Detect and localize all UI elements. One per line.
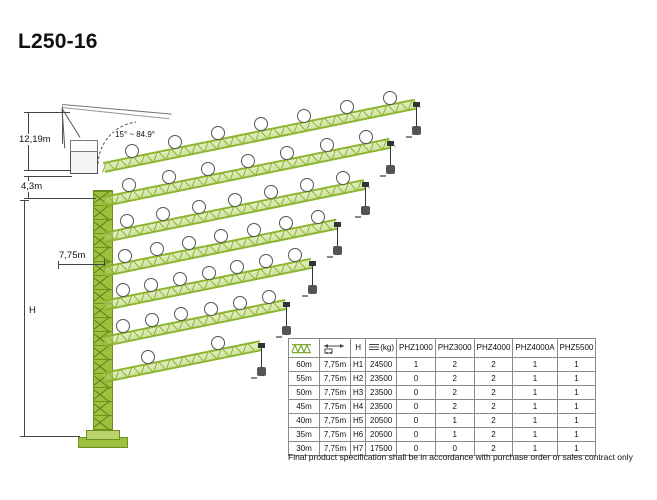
table-cell: 23500 <box>366 400 397 414</box>
table-cell: 1 <box>557 372 596 386</box>
radius-icon <box>320 339 351 358</box>
table-cell: 2 <box>435 400 474 414</box>
jib-section-marker <box>202 266 216 280</box>
table-cell: H5 <box>351 414 366 428</box>
jib-section-marker <box>320 138 334 152</box>
weight-header <box>366 339 397 358</box>
jib-section-marker <box>192 200 206 214</box>
table-cell: 23500 <box>366 386 397 400</box>
table-cell: 17500 <box>366 442 397 456</box>
load-label <box>251 377 257 379</box>
jib-config-icon <box>289 339 320 358</box>
hook-block <box>361 206 370 215</box>
table-cell: 1 <box>513 442 557 456</box>
jib-section-marker <box>262 290 276 304</box>
dim-leader-12-top <box>28 112 70 113</box>
load-label <box>355 216 361 218</box>
hook-block <box>308 285 317 294</box>
table-cell: 1 <box>557 442 596 456</box>
mast-lattice <box>94 191 112 441</box>
table-cell: 0 <box>397 414 436 428</box>
capacity-table <box>288 338 596 456</box>
jib-section-marker <box>241 154 255 168</box>
table-cell: 1 <box>435 428 474 442</box>
dim-leader-43-top <box>28 176 72 177</box>
slewing-unit <box>70 140 98 152</box>
jib-section-marker <box>359 130 373 144</box>
table-cell: 1 <box>513 372 557 386</box>
table-cell: H2 <box>351 372 366 386</box>
jib-section-marker <box>300 178 314 192</box>
table-cell: 1 <box>557 414 596 428</box>
table-cell: 2 <box>435 372 474 386</box>
load-label <box>302 295 308 297</box>
jib-section-marker <box>204 302 218 316</box>
table-cell: 24500 <box>366 358 397 372</box>
jib-section-marker <box>228 193 242 207</box>
table-row <box>289 414 596 428</box>
table-cell: 7,75m <box>320 414 351 428</box>
jib-section-marker <box>144 278 158 292</box>
table-cell: 0 <box>397 386 436 400</box>
weight-header-label: (kg) <box>380 343 395 352</box>
tower-base-block <box>86 430 120 440</box>
operator-cab <box>70 150 98 174</box>
load-label <box>380 175 386 177</box>
hoist-rope <box>312 263 313 285</box>
table-cell: 55m <box>289 372 320 386</box>
table-cell: 2 <box>474 372 513 386</box>
table-row <box>289 358 596 372</box>
table-cell: 7,75m <box>320 386 351 400</box>
table-cell: 1 <box>557 358 596 372</box>
table-cell: 0 <box>397 372 436 386</box>
table-cell: 0 <box>435 442 474 456</box>
table-cell: 0 <box>397 428 436 442</box>
table-cell: 7,75m <box>320 400 351 414</box>
dim-label-43: 4,3m <box>21 181 43 192</box>
hoist-rope <box>286 304 287 326</box>
table-cell: 2 <box>435 386 474 400</box>
table-cell: 1 <box>513 386 557 400</box>
dim-line-h <box>24 200 25 436</box>
footnote: Final product specification shall be in accordance with purchase order or sales contract only <box>288 452 633 462</box>
table-cell: 1 <box>557 428 596 442</box>
hook-block <box>257 367 266 376</box>
table-cell: 60m <box>289 358 320 372</box>
jib-section-marker <box>211 126 225 140</box>
table-cell: 1 <box>513 428 557 442</box>
jib-section-marker <box>168 135 182 149</box>
hoist-rope <box>337 224 338 246</box>
hook-block <box>412 126 421 135</box>
table-cell: H7 <box>351 442 366 456</box>
dim-label-h: H <box>29 305 36 316</box>
dim-label-12: 12,19m <box>19 134 51 145</box>
jib-section-marker <box>279 216 293 230</box>
table-cell: 2 <box>474 358 513 372</box>
hook-block <box>282 326 291 335</box>
table-cell: 1 <box>513 358 557 372</box>
table-cell: 2 <box>474 386 513 400</box>
angle-label: 15° ~ 84.9° <box>115 130 155 139</box>
phz4000a-header: PHZ4000A <box>513 339 557 358</box>
jib-section-marker <box>311 210 325 224</box>
table-cell: 1 <box>557 400 596 414</box>
load-label <box>327 256 333 258</box>
jib-section-marker <box>336 171 350 185</box>
hoist-rope <box>416 104 417 126</box>
jib-section-marker <box>254 117 268 131</box>
table-cell: 50m <box>289 386 320 400</box>
hook-block <box>333 246 342 255</box>
jib-section-marker <box>383 91 397 105</box>
table-cell: H3 <box>351 386 366 400</box>
table-cell: 7,75m <box>320 442 351 456</box>
dim-line-775 <box>58 264 104 265</box>
table-cell: 2 <box>474 428 513 442</box>
phz1000-header: PHZ1000 <box>397 339 436 358</box>
jib-section-marker <box>340 100 354 114</box>
table-header-row <box>289 339 596 358</box>
phz3000-header: PHZ3000 <box>435 339 474 358</box>
table-cell: 20500 <box>366 428 397 442</box>
table-cell: 30m <box>289 442 320 456</box>
jib-section-marker <box>233 296 247 310</box>
height-header: H <box>351 339 366 358</box>
table-cell: H4 <box>351 400 366 414</box>
jib-section-marker <box>173 272 187 286</box>
dim-tick-h-top <box>20 200 29 201</box>
dim-leader-12-bot <box>28 170 70 171</box>
table-cell: 40m <box>289 414 320 428</box>
tower-mast <box>93 190 113 442</box>
table-cell: 1 <box>513 414 557 428</box>
table-cell: 1 <box>435 414 474 428</box>
jib-section-marker <box>162 170 176 184</box>
load-label <box>276 336 282 338</box>
table-cell: 20500 <box>366 414 397 428</box>
table-cell: 2 <box>474 414 513 428</box>
table-cell: 0 <box>397 400 436 414</box>
jib-section-marker <box>118 249 132 263</box>
jib-30m <box>103 340 262 383</box>
table-cell: 7,75m <box>320 428 351 442</box>
table-cell: 2 <box>474 442 513 456</box>
dim-leader-h-bot <box>24 436 80 437</box>
table-cell: H1 <box>351 358 366 372</box>
phz5500-header: PHZ5500 <box>557 339 596 358</box>
table-cell: 1 <box>557 386 596 400</box>
table-cell: H6 <box>351 428 366 442</box>
table-cell: 35m <box>289 428 320 442</box>
hoist-rope <box>365 184 366 206</box>
table-cell: 23500 <box>366 372 397 386</box>
dim-label-775: 7,75m <box>59 250 86 261</box>
table-row <box>289 386 596 400</box>
table-cell: 0 <box>397 442 436 456</box>
phz4000-header: PHZ4000 <box>474 339 513 358</box>
jib-section-marker <box>247 223 261 237</box>
table-row <box>289 428 596 442</box>
hook-block <box>386 165 395 174</box>
hoist-rope <box>261 345 262 367</box>
table-cell: 7,75m <box>320 358 351 372</box>
load-label <box>406 136 412 138</box>
table-cell: 1 <box>513 400 557 414</box>
table-cell: 2 <box>435 358 474 372</box>
dim-leader-43-bot <box>24 198 96 199</box>
hoist-rope <box>390 143 391 165</box>
page-title: L250-16 <box>18 30 98 53</box>
jib-section-marker <box>125 144 139 158</box>
jib-section-marker <box>297 109 311 123</box>
table-cell: 45m <box>289 400 320 414</box>
table-cell: 7,75m <box>320 372 351 386</box>
jib-section-marker <box>211 336 225 350</box>
table-row <box>289 400 596 414</box>
table-row <box>289 372 596 386</box>
table-cell: 1 <box>397 358 436 372</box>
table-cell: 2 <box>474 400 513 414</box>
